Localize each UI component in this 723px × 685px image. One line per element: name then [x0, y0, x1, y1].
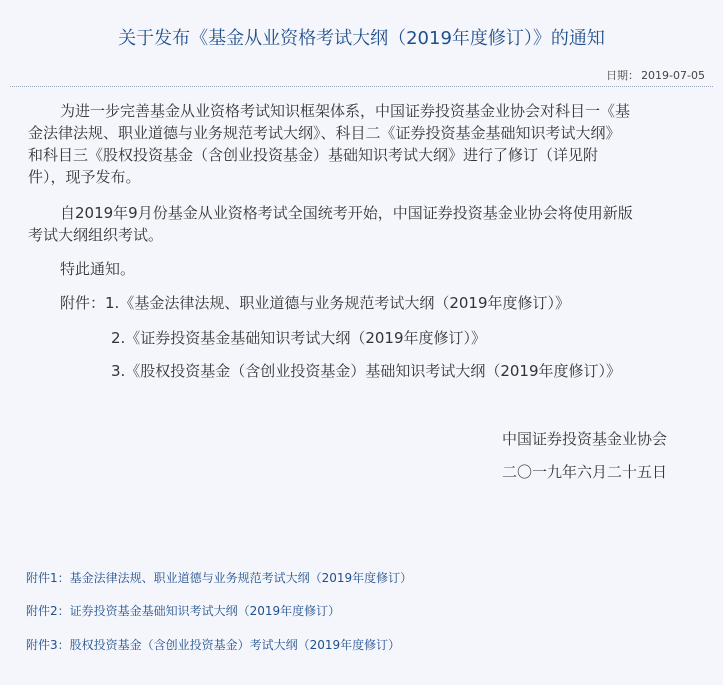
attachment-link-label: 附件2： [26, 604, 70, 618]
title-divider [10, 86, 713, 87]
paragraph-2-line: 自2019年9月份基金从业资格考试全国统考开始，中国证券投资基金业协会将使用新版 [60, 204, 633, 222]
attachment-title: 2.《证券投资基金基础知识考试大纲（2019年度修订）》 [111, 329, 486, 347]
paragraph-3 [28, 258, 688, 280]
paragraph-2-line: 考试大纲组织考试。 [28, 226, 164, 244]
paragraph-1-line: 为进一步完善基金从业资格考试知识框架体系，中国证券投资基金业协会对科目一《基 [60, 102, 631, 120]
date-label: 日期： [606, 69, 640, 82]
attachment-link-label: 附件3： [26, 638, 70, 652]
attachment-link-text[interactable]: 股权投资基金（含创业投资基金）考试大纲（2019年度修订） [69, 638, 401, 652]
attachment-title: 3.《股权投资基金（含创业投资基金）基础知识考试大纲（2019年度修订）》 [111, 362, 621, 380]
publish-date [604, 67, 705, 83]
paragraph-1-line: 件），现予发布。 [28, 168, 141, 186]
attachment-link-text[interactable]: 证券投资基金基础知识考试大纲（2019年度修订） [69, 604, 341, 618]
attachment-link-3[interactable] [26, 636, 400, 653]
date-value: 2019-07-05 [641, 69, 705, 82]
signature-date: 二〇一九年六月二十五日 [502, 463, 668, 481]
attachment-item-1 [60, 292, 570, 314]
attachment-link-1[interactable] [26, 569, 412, 586]
paragraph-1-line: 和科目三《股权投资基金（含创业投资基金）基础知识考试大纲》进行了修订（详见附 [28, 146, 599, 164]
signature-org: 中国证券投资基金业协会 [502, 430, 668, 448]
attachment-item-2 [111, 327, 486, 349]
attachment-link-2[interactable] [26, 602, 340, 619]
page-title: 关于发布《基金从业资格考试大纲（2019年度修订）》的通知 [118, 28, 605, 49]
attachment-link-label: 附件1： [26, 571, 70, 585]
paragraph-1-line: 金法律法规、职业道德与业务规范考试大纲》、科目二《证券投资基金基础知识考试大纲》 [28, 124, 621, 142]
attachment-link-text[interactable]: 基金法律法规、职业道德与业务规范考试大纲（2019年度修订） [69, 571, 413, 585]
paragraph-2 [28, 202, 688, 246]
attachment-title: 1.《基金法律法规、职业道德与业务规范考试大纲（2019年度修订）》 [105, 294, 571, 312]
attachments-label: 附件： [60, 294, 106, 312]
closing-line: 特此通知。 [60, 260, 136, 278]
attachment-item-3 [111, 360, 621, 382]
paragraph-1 [28, 100, 688, 188]
